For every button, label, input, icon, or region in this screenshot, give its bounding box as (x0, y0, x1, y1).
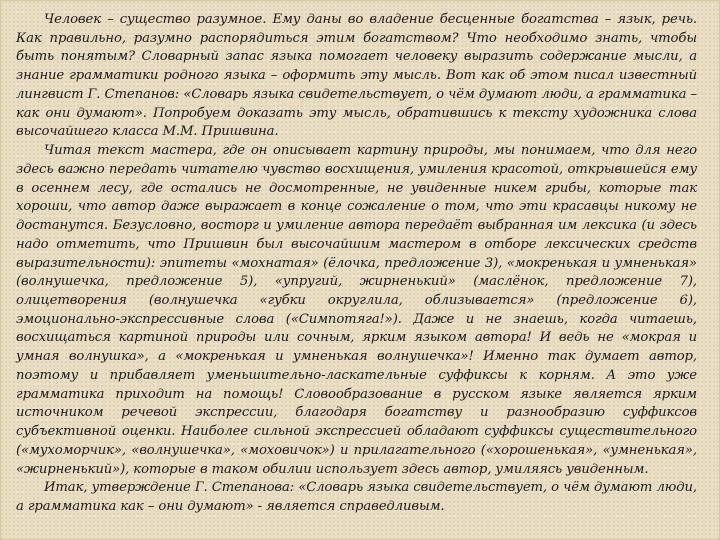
paragraph-analysis: Читая текст мастера, где он описывает картину природы, мы понимаем, что для него здесь важно передать читателю чувство восхищения, умиления красотой, открывшейся ему в осеннем лесу, где остались не досмотренные, не увиденные никем грибы, которые так хороши, что автор даже выражает в конце сожаление о том, что эти красавцы никому не достанутся. Безусловно, восторг и умиление автора передаёт выбранная им лексика (и здесь надо отметить, что Пришвин был высочайшим мастером в отборе лексических средств выразительности): эпитеты «мохнатая» (ёлочка, предложение 3), «мокренькая и умненькая» (волнушечка, предложение 5), «упругий, жирненький» (маслёнок, предложение 7), олицетворения (волнушечка «губки округлила, облизывается» (предложение 6), эмоционально-экспрессивные слова («Симпотяга!»). Даже и не знаешь, когда читаешь, восхищаться картиной природы или сочным, ярким языком автора! И ведь не «мокрая и умная волнушка», а «мокренькая и умненькая волнушечка»! Именно так думает автор, поэтому и прибавляет уменьшительно-ласкательные суффиксы к корням. А это уже грамматика приходит на помощь! Словообразование в русском языке является ярким источником речевой экспрессии, благодаря богатству и разнообразию суффиксов субъективной оценки. Наиболее сильной экспрессией обладают суффиксы существительного («мухоморчик», «волнушечка», «моховичок») и прилагательного («хорошенькая», «умненькая», «жирненький»), которые в таком обилии использует здесь автор, умиляясь увиденным. (16, 143, 697, 477)
essay-text (16, 11, 697, 517)
paragraph-intro: Человек – существо разумное. Ему даны во владение бесценные богатства – язык, речь. Как правильно, разумно распорядиться этим богатством? Что необходимо знать, чтобы быть понятым? Словарный запас языка помогает человеку выразить содержание мысли, а знание грамматики родного языка – оформить эту мысль. Вот как об этом писал известный лингвист Г. Степанов: «Словарь языка свидетельствует, о чём думают люди, а грамматика – как они думают». Попробуем доказать эту мысль, обратившись к тексту художника слова высочайшего класса М.М. Пришвина. (16, 12, 697, 140)
paragraph-conclusion: Итак, утверждение Г. Степанова: «Словарь языка свидетельствует, о чём думают люди, а грамматика как – они думают» - является справедливым. (16, 480, 697, 515)
